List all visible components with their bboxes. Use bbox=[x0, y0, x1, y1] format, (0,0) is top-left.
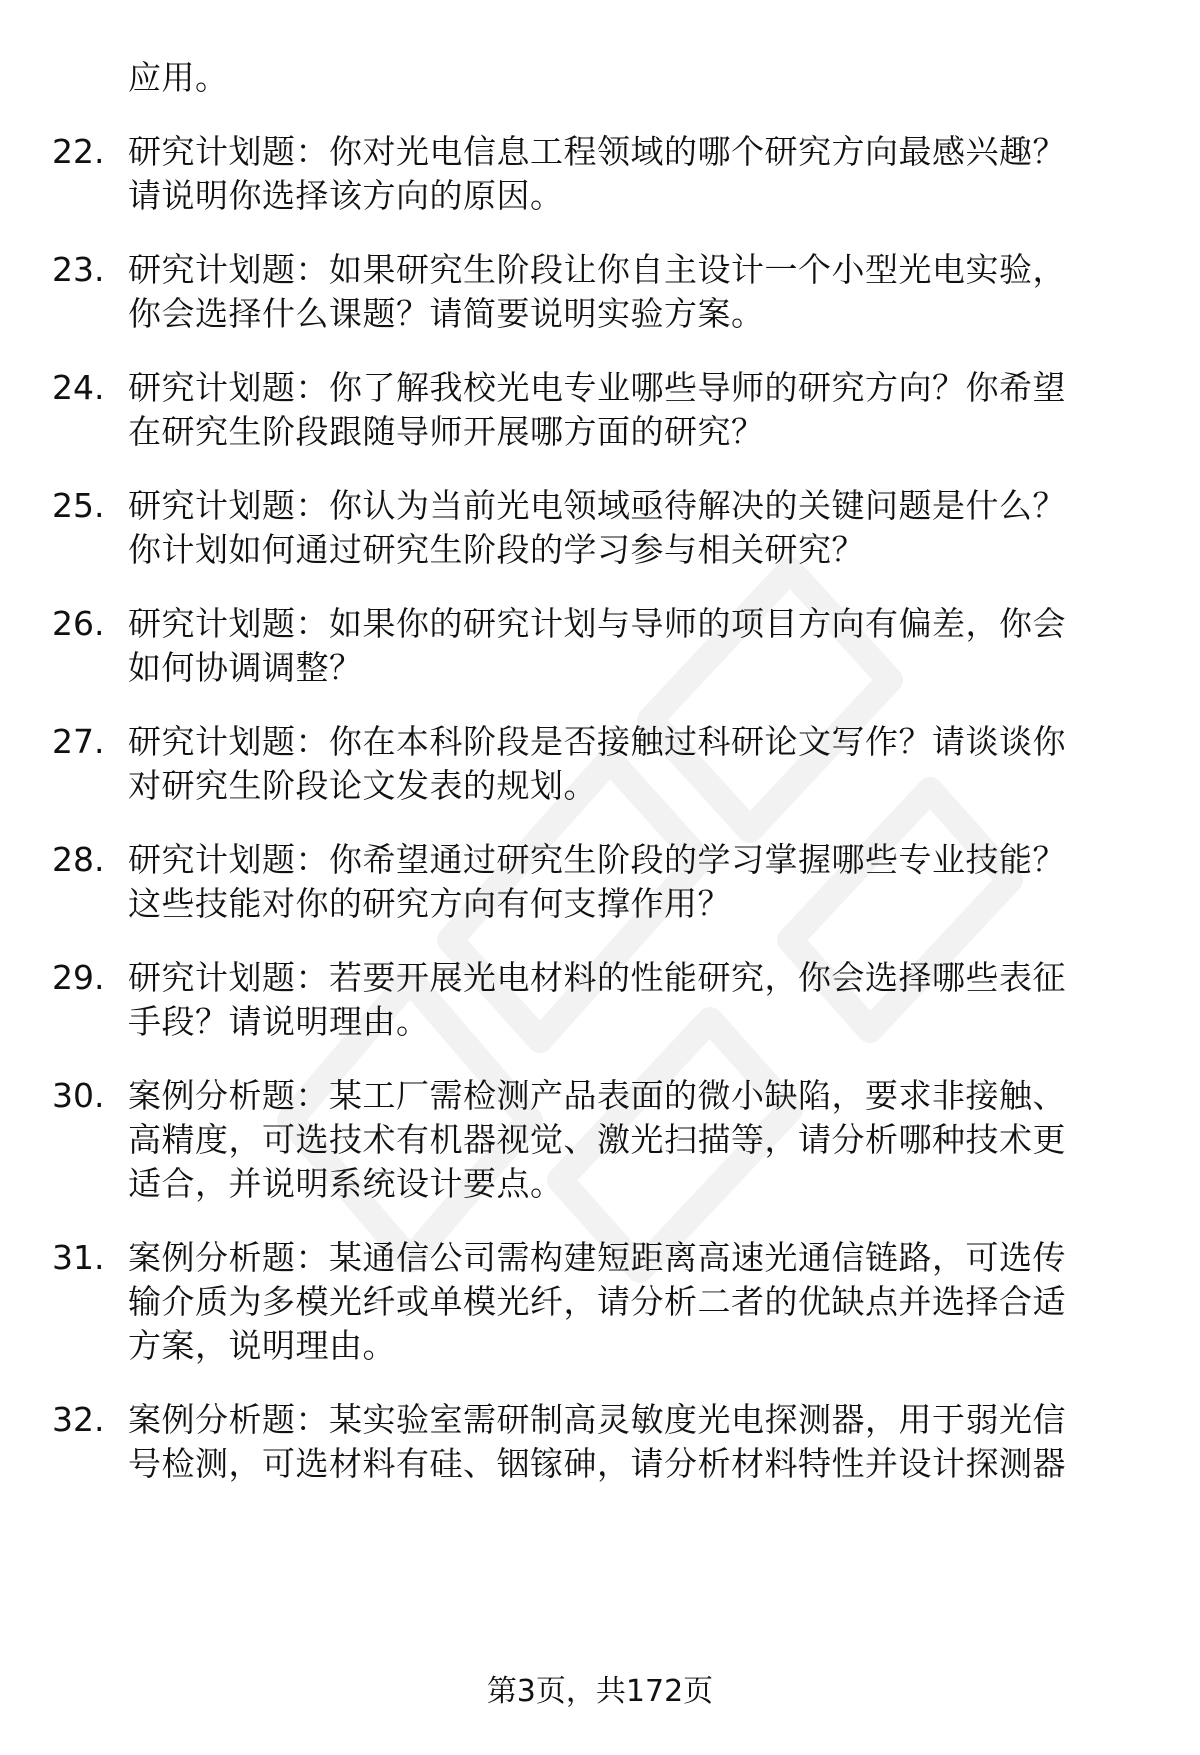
item-number: 22. bbox=[52, 132, 105, 171]
item-number: 25. bbox=[52, 486, 105, 525]
item-text-line: 高精度，可选技术有机器视觉、激光扫描等，请分析哪种技术更 bbox=[128, 1120, 1066, 1159]
item-text-line: 案例分析题：某通信公司需构建短距离高速光通信链路，可选传 bbox=[128, 1238, 1066, 1277]
item-number: 30. bbox=[52, 1076, 105, 1115]
item-number: 23. bbox=[52, 250, 105, 289]
item-text-line: 在研究生阶段跟随导师开展哪方面的研究？ bbox=[128, 412, 765, 451]
item-text-line: 研究计划题：你认为当前光电领域亟待解决的关键问题是什么？ bbox=[128, 486, 1066, 525]
item-number: 28. bbox=[52, 840, 105, 879]
item-number: 24. bbox=[52, 368, 105, 407]
item-text-line: 案例分析题：某工厂需检测产品表面的微小缺陷，要求非接触、 bbox=[128, 1076, 1066, 1115]
item-number: 31. bbox=[52, 1238, 105, 1277]
item-text-line: 手段？请说明理由。 bbox=[128, 1002, 430, 1041]
continuation-line: 应用。 bbox=[128, 58, 229, 97]
item-number: 29. bbox=[52, 958, 105, 997]
item-text-line: 研究计划题：你了解我校光电专业哪些导师的研究方向？你希望 bbox=[128, 368, 1066, 407]
item-text-line: 研究计划题：如果你的研究计划与导师的项目方向有偏差，你会 bbox=[128, 604, 1066, 643]
item-text-line: 号检测，可选材料有硅、铟镓砷，请分析材料特性并设计探测器 bbox=[128, 1444, 1066, 1483]
item-text-line: 输介质为多模光纤或单模光纤，请分析二者的优缺点并选择合适 bbox=[128, 1282, 1066, 1321]
item-text-line: 你计划如何通过研究生阶段的学习参与相关研究？ bbox=[128, 530, 865, 569]
item-text-line: 这些技能对你的研究方向有何支撑作用？ bbox=[128, 884, 731, 923]
item-number: 27. bbox=[52, 722, 105, 761]
item-text-line: 方案，说明理由。 bbox=[128, 1326, 396, 1365]
item-text-line: 如何协调调整？ bbox=[128, 648, 363, 687]
item-text-line: 请说明你选择该方向的原因。 bbox=[128, 176, 564, 215]
item-text-line: 案例分析题：某实验室需研制高灵敏度光电探测器，用于弱光信 bbox=[128, 1400, 1066, 1439]
item-number: 32. bbox=[52, 1400, 105, 1439]
item-text-line: 研究计划题：若要开展光电材料的性能研究，你会选择哪些表征 bbox=[128, 958, 1066, 997]
item-text-line: 对研究生阶段论文发表的规划。 bbox=[128, 766, 597, 805]
item-number: 26. bbox=[52, 604, 105, 643]
item-text-line: 研究计划题：如果研究生阶段让你自主设计一个小型光电实验， bbox=[128, 250, 1066, 289]
item-text-line: 研究计划题：你希望通过研究生阶段的学习掌握哪些专业技能？ bbox=[128, 840, 1066, 879]
item-text-line: 研究计划题：你在本科阶段是否接触过科研论文写作？请谈谈你 bbox=[128, 722, 1066, 761]
item-text-line: 适合，并说明系统设计要点。 bbox=[128, 1164, 564, 1203]
item-text-line: 你会选择什么课题？请简要说明实验方案。 bbox=[128, 294, 765, 333]
item-text-line: 研究计划题：你对光电信息工程领域的哪个研究方向最感兴趣？ bbox=[128, 132, 1066, 171]
page-footer: 第3页，共172页 bbox=[486, 1674, 714, 1709]
